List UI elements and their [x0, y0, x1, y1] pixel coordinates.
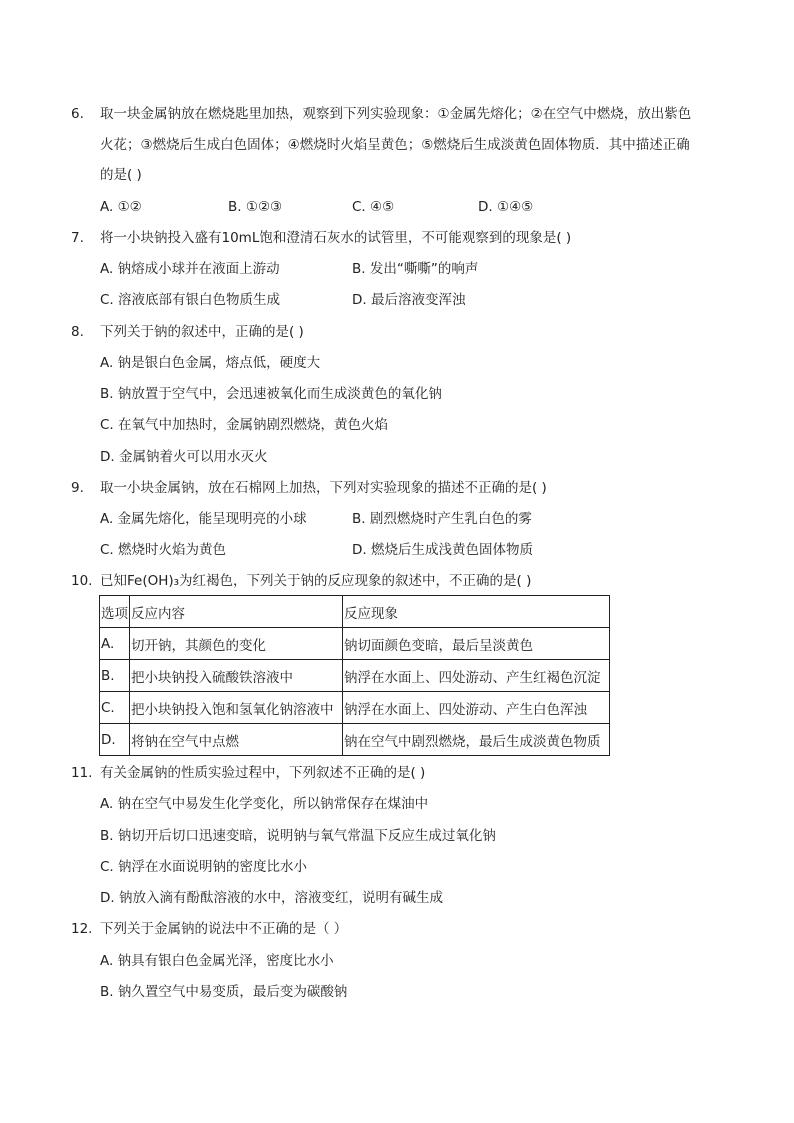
table-cell: A.: [100, 628, 130, 660]
table-cell: 切开钠，其颜色的变化: [130, 628, 343, 660]
question-6-option-c: C. ④⑤: [352, 199, 395, 215]
question-7-option-c: C. 溶液底部有银白色物质生成: [100, 292, 281, 308]
question-7-number: 7.: [71, 230, 84, 246]
table-header-cell: 反应现象: [343, 596, 610, 628]
question-7-option-b: B. 发出“嘶嘶”的响声: [352, 261, 479, 277]
question-12-stem: 下列关于金属钠的说法中不正确的是（ ）: [100, 921, 348, 937]
table-cell: 把小块钠投入硫酸铁溶液中: [130, 660, 343, 692]
table-header-cell: 选项: [100, 596, 130, 628]
question-8-option-a: A. 钠是银白色金属，熔点低，硬度大: [100, 355, 321, 371]
question-8-option-d: D. 金属钠着火可以用水灭火: [100, 449, 268, 465]
table-cell: 把小块钠投入饱和氢氧化钠溶液中: [130, 692, 343, 724]
question-6-option-a: A. ①②: [100, 199, 142, 215]
table-cell: C.: [100, 692, 130, 724]
table-header-row: [100, 596, 610, 628]
question-8-option-c: C. 在氧气中加热时，金属钠剧烈燃烧，黄色火焰: [100, 417, 389, 433]
question-6-option-b: B. ①②③: [228, 199, 283, 215]
question-12-option-b: B. 钠久置空气中易变质，最后变为碳酸钠: [100, 984, 348, 1000]
question-9-option-a: A. 金属先熔化，能呈现明亮的小球: [100, 511, 307, 527]
question-10-stem: 已知Fe(OH)₃为红褐色，下列关于钠的反应现象的叙述中，不正确的是( ): [100, 573, 532, 589]
question-10-table: [99, 595, 610, 756]
question-9-stem: 取一小块金属钠，放在石棉网上加热，下列对实验现象的描述不正确的是( ): [100, 480, 547, 496]
question-11-number: 11.: [71, 765, 93, 781]
question-12-option-a: A. 钠具有银白色金属光泽，密度比水小: [100, 953, 334, 969]
question-9-option-d: D. 燃烧后生成浅黄色固体物质: [352, 542, 533, 558]
question-11-option-a: A. 钠在空气中易发生化学变化，所以钠常保存在煤油中: [100, 796, 429, 812]
question-12-number: 12.: [71, 921, 93, 937]
question-9-option-b: B. 剧烈燃烧时产生乳白色的雾: [352, 511, 532, 527]
question-8-stem: 下列关于钠的叙述中，正确的是( ): [100, 324, 304, 340]
table-row: [100, 692, 610, 724]
question-9-number: 9.: [71, 480, 84, 496]
table-cell: B.: [100, 660, 130, 692]
table-row: [100, 660, 610, 692]
table-cell: D.: [100, 724, 130, 756]
question-6-option-d: D. ①④⑤: [478, 199, 534, 215]
question-8-option-b: B. 钠放置于空气中，会迅速被氧化而生成淡黄色的氧化钠: [100, 386, 442, 402]
table-row: [100, 628, 610, 660]
question-8-number: 8.: [71, 324, 84, 340]
question-6-stem-line1: 取一块金属钠放在燃烧匙里加热，观察到下列实验现象：①金属先熔化；②在空气中燃烧，放出紫色: [100, 106, 692, 122]
table-cell: 将钠在空气中点燃: [130, 724, 343, 756]
table-cell: 钠切面颜色变暗，最后呈淡黄色: [343, 628, 610, 660]
question-11-option-d: D. 钠放入滴有酚酞溶液的水中，溶液变红，说明有碱生成: [100, 890, 443, 906]
question-6-stem-line2: 火花；③燃烧后生成白色固体；④燃烧时火焰呈黄色；⑤燃烧后生成淡黄色固体物质．其中描述正确: [100, 137, 690, 153]
question-7-stem: 将一小块钠投入盛有10mL饱和澄清石灰水的试管里，不可能观察到的现象是( ): [100, 230, 572, 246]
question-10-number: 10.: [71, 573, 93, 589]
table-row: [100, 724, 610, 756]
table-cell: 钠在空气中剧烈燃烧，最后生成淡黄色物质: [343, 724, 610, 756]
question-11-stem: 有关金属钠的性质实验过程中，下列叙述不正确的是( ): [100, 765, 426, 781]
table-cell: 钠浮在水面上、四处游动、产生红褐色沉淀: [343, 660, 610, 692]
table-header-cell: 反应内容: [130, 596, 343, 628]
question-11-option-c: C. 钠浮在水面说明钠的密度比水小: [100, 859, 308, 875]
question-6-number: 6.: [71, 106, 84, 122]
question-9-option-c: C. 燃烧时火焰为黄色: [100, 542, 227, 558]
table-cell: 钠浮在水面上、四处游动、产生白色浑浊: [343, 692, 610, 724]
question-7-option-d: D. 最后溶液变浑浊: [352, 292, 466, 308]
question-11-option-b: B. 钠切开后切口迅速变暗，说明钠与氧气常温下反应生成过氧化钠: [100, 828, 496, 844]
question-6-stem-line3: 的是( ): [100, 167, 142, 183]
question-7-option-a: A. 钠熔成小球并在液面上游动: [100, 261, 280, 277]
